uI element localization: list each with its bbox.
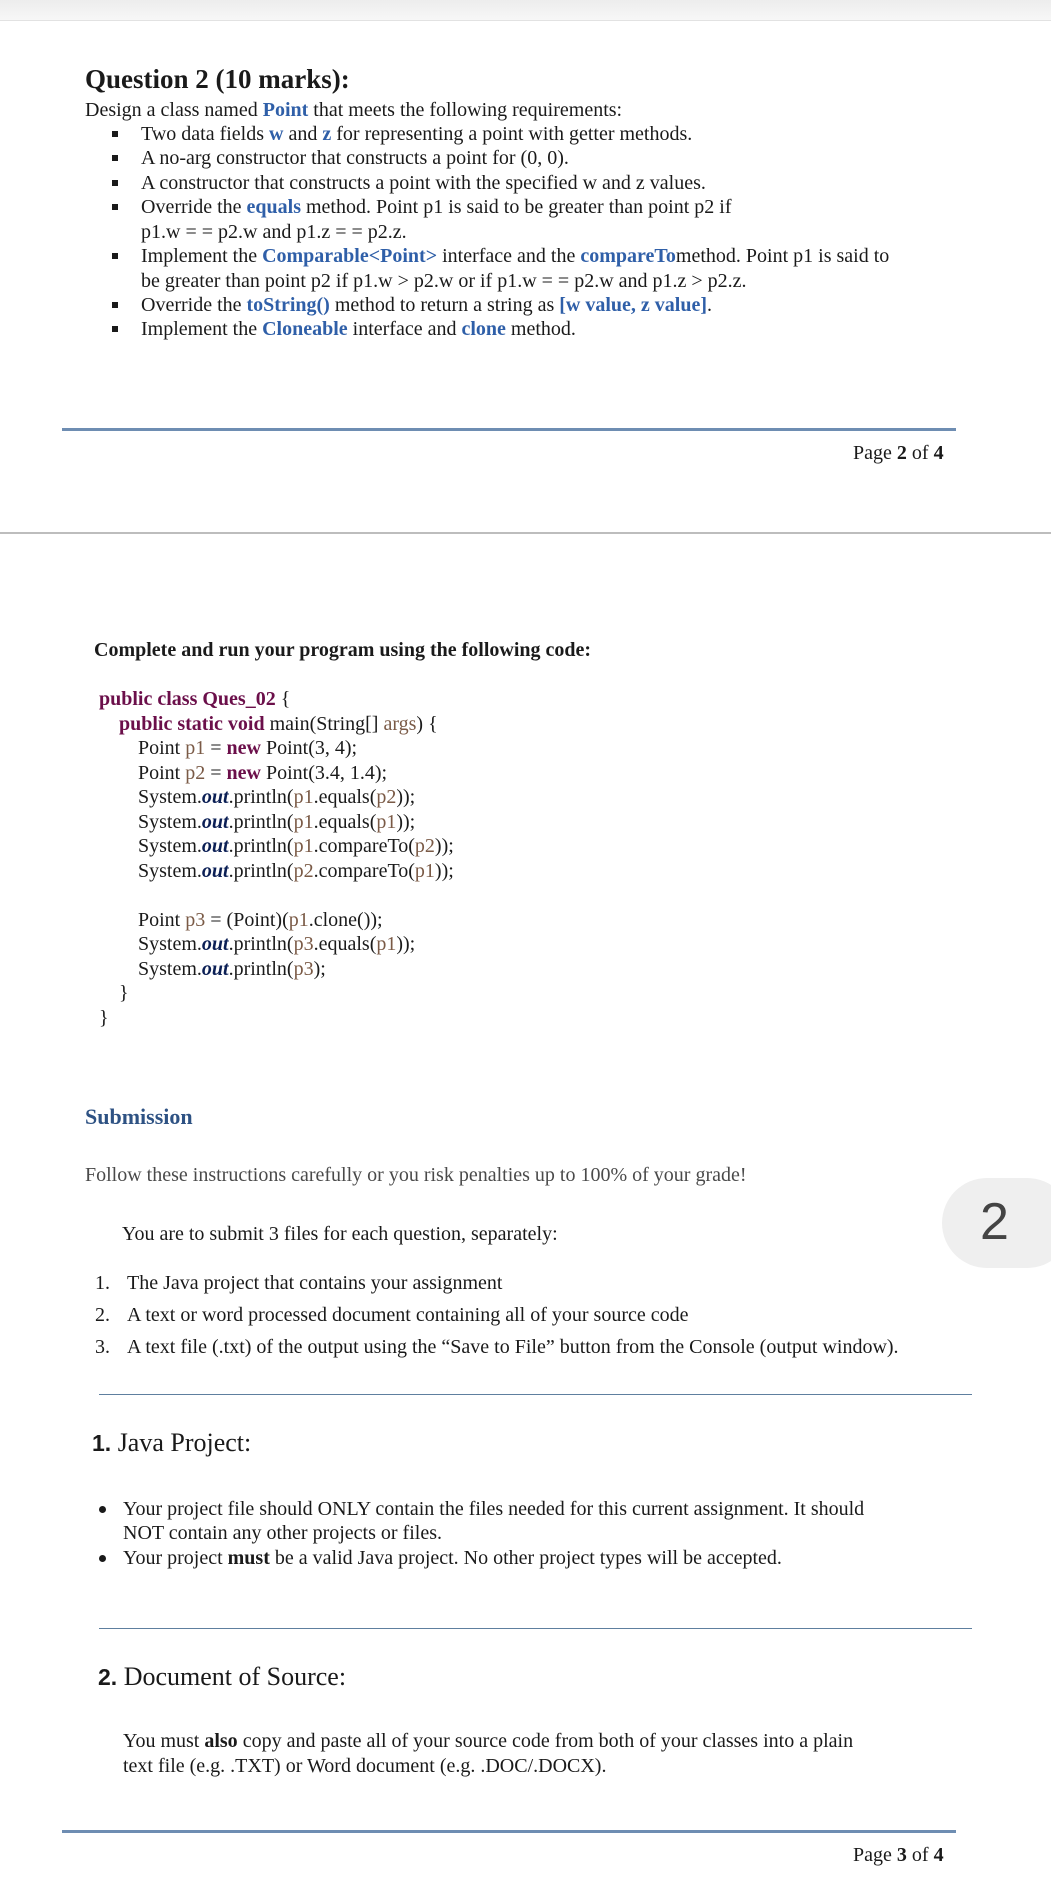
requirement-item: Override the toString() method to return a string as [w value, z value]. bbox=[141, 294, 713, 316]
paragraph-line: text file (e.g. .TXT) or Word document (e.g. .DOC/.DOCX). bbox=[123, 1755, 607, 1777]
bullet-dot-icon bbox=[99, 1555, 106, 1562]
section-divider bbox=[99, 1394, 972, 1395]
submission-intro: You are to submit 3 files for each question, separately: bbox=[122, 1223, 558, 1245]
requirement-item: Override the equals method. Point p1 is said to be greater than point p2 if bbox=[141, 196, 732, 218]
code-line: System.out.println(p1.compareTo(p2)); bbox=[138, 835, 454, 857]
list-item: Your project file should ONLY contain the files needed for this current assignment. It should bbox=[123, 1498, 865, 1520]
list-item-continued: NOT contain any other projects or files. bbox=[123, 1522, 442, 1544]
footer-rule bbox=[62, 428, 956, 431]
section-divider bbox=[99, 1628, 972, 1629]
code-line: public static void main(String[] args) { bbox=[119, 712, 438, 735]
code-line: Point p2 = new Point(3.4, 1.4); bbox=[138, 761, 388, 784]
paragraph-line: You must also copy and paste all of your source code from both of your classes into a plain bbox=[123, 1730, 854, 1752]
viewer-top-bar bbox=[0, 0, 1051, 21]
requirement-item: Implement the Comparable<Point> interface and the compareTomethod. Point p1 is said to bbox=[141, 245, 890, 267]
question-title: Question 2 (10 marks): bbox=[85, 64, 350, 94]
list-item: 1. The Java project that contains your assignment bbox=[95, 1272, 503, 1294]
question-intro: Design a class named Point that meets the following requirements: bbox=[85, 99, 623, 121]
requirement-item-continued: p1.w = = p2.w and p1.z = = p2.z. bbox=[141, 221, 407, 243]
code-line: System.out.println(p1.equals(p2)); bbox=[138, 786, 416, 808]
section-heading-document-of-source: 2. Document of Source: bbox=[98, 1662, 347, 1691]
section-heading-java-project: 1. Java Project: bbox=[92, 1428, 252, 1457]
requirement-item: A no-arg constructor that constructs a point for (0, 0). bbox=[141, 147, 569, 169]
code-line: System.out.println(p1.equals(p1)); bbox=[138, 810, 416, 833]
requirement-item: A constructor that constructs a point with the specified w and z values. bbox=[141, 172, 706, 194]
code-block bbox=[99, 687, 454, 1030]
page-indicator-badge[interactable]: 2 bbox=[942, 1178, 1051, 1268]
bullet-square-icon bbox=[112, 180, 118, 186]
code-line: Point p1 = new Point(3, 4); bbox=[138, 737, 358, 759]
list-item: Your project must be a valid Java project. No other project types will be accepted. bbox=[123, 1547, 782, 1569]
bullet-square-icon bbox=[112, 204, 118, 210]
bullet-square-icon bbox=[112, 155, 118, 161]
list-item: 3. A text file (.txt) of the output using the “Save to File” button from the Console (output window). bbox=[95, 1336, 899, 1358]
requirement-item-continued: be greater than point p2 if p1.w > p2.w or if p1.w = = p2.w and p1.z > p2.z. bbox=[141, 270, 747, 292]
code-blank-line bbox=[99, 883, 454, 908]
list-item: 2. A text or word processed document containing all of your source code bbox=[95, 1304, 689, 1326]
code-line: System.out.println(p2.compareTo(p1)); bbox=[138, 859, 454, 882]
code-line: } bbox=[99, 1006, 109, 1029]
bullet-dot-icon bbox=[99, 1506, 106, 1513]
page-number: Page 2 of 4 bbox=[853, 442, 944, 464]
page-number: Page 3 of 4 bbox=[853, 1844, 944, 1866]
bullet-square-icon bbox=[112, 326, 118, 332]
requirement-item: Two data fields w and z for representing a point with getter methods. bbox=[141, 123, 693, 145]
code-line: System.out.println(p3); bbox=[138, 957, 326, 980]
bullet-square-icon bbox=[112, 253, 118, 259]
code-line: public class Ques_02 { bbox=[99, 688, 291, 710]
requirement-item: Implement the Cloneable interface and clone method. bbox=[141, 318, 576, 340]
bullet-square-icon bbox=[112, 302, 118, 308]
page-separator bbox=[0, 532, 1051, 534]
code-line: Point p3 = (Point)(p1.clone()); bbox=[138, 908, 383, 931]
code-line: System.out.println(p3.equals(p1)); bbox=[138, 933, 416, 955]
instructions-heading: Complete and run your program using the following code: bbox=[94, 639, 592, 661]
footer-rule bbox=[62, 1830, 956, 1833]
submission-warning: Follow these instructions carefully or you risk penalties up to 100% of your grade! bbox=[85, 1164, 747, 1186]
bullet-square-icon bbox=[112, 131, 118, 137]
code-line: } bbox=[119, 982, 129, 1004]
submission-heading: Submission bbox=[85, 1104, 193, 1129]
